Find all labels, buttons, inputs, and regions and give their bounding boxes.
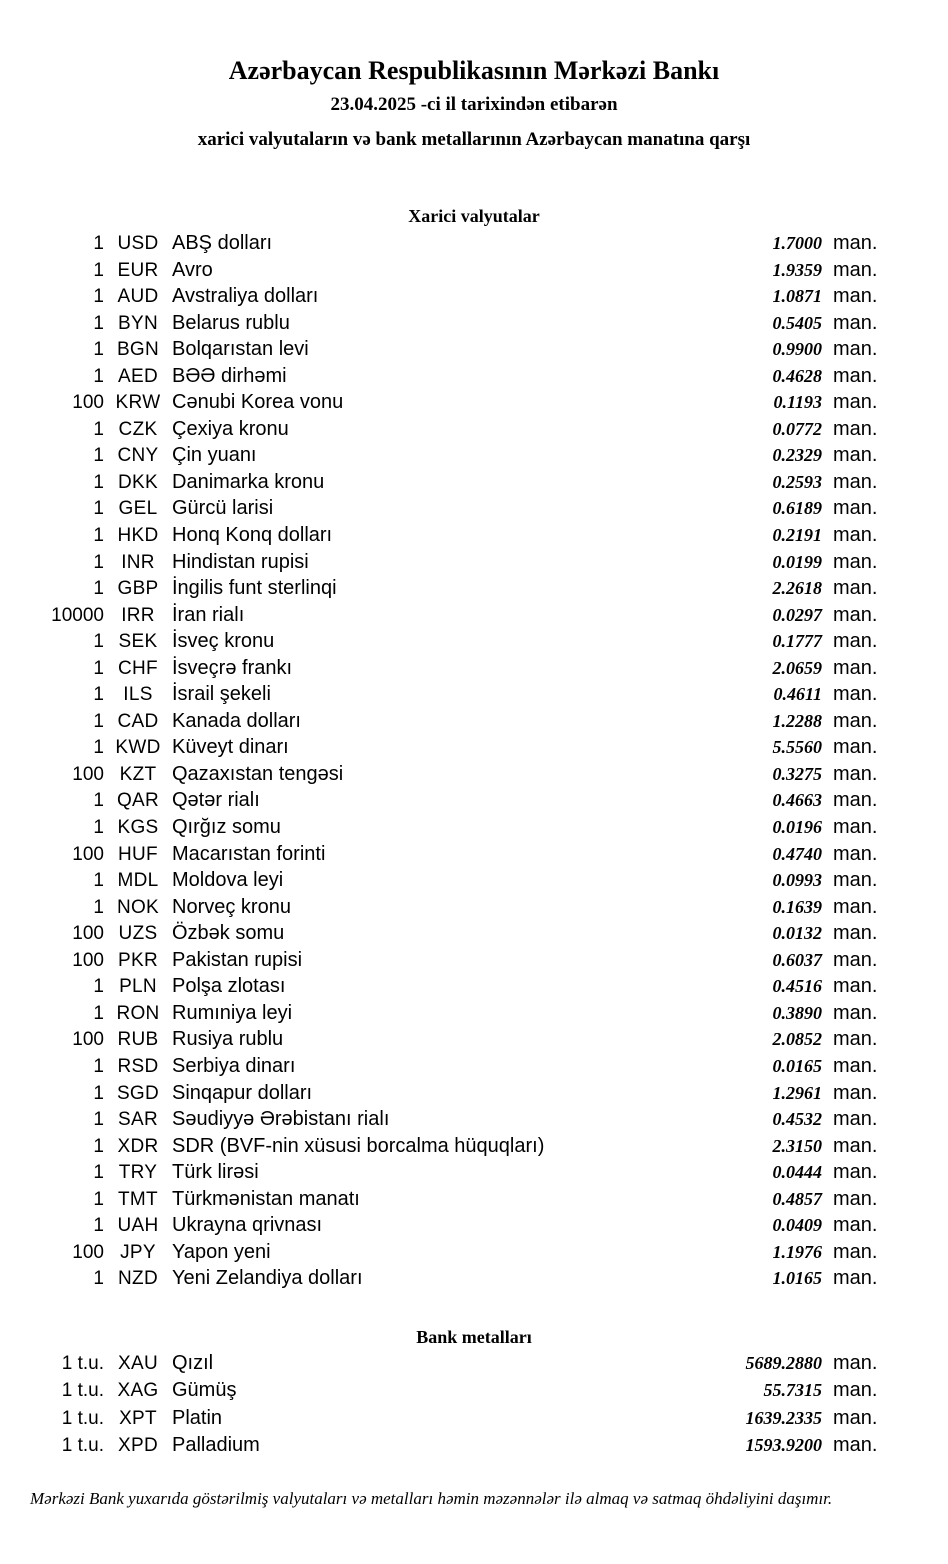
currency-unit-label: man. <box>833 1161 878 1184</box>
metal-row <box>0 1352 948 1380</box>
currency-name: Moldova leyi <box>172 869 284 892</box>
currency-quantity: 100 <box>72 763 104 785</box>
currency-unit-label: man. <box>833 683 878 706</box>
currency-row <box>0 736 948 763</box>
currency-code: UAH <box>117 1215 159 1237</box>
currency-rate: 0.4611 <box>773 684 822 705</box>
currency-code: USD <box>117 233 159 254</box>
currency-row <box>0 577 948 604</box>
currency-code: RUB <box>117 1029 159 1051</box>
currency-row <box>0 869 948 896</box>
currency-unit-label: man. <box>833 869 878 892</box>
currency-row <box>0 896 948 923</box>
currency-rate: 0.5405 <box>772 312 822 333</box>
currency-unit-label: man. <box>833 762 878 785</box>
currency-quantity: 1 <box>93 817 104 839</box>
currency-unit-label: man. <box>833 1240 878 1263</box>
currency-quantity: 100 <box>72 392 104 414</box>
currency-name: Ukrayna qrivnası <box>172 1214 323 1237</box>
metal-rate: 55.7315 <box>763 1380 822 1401</box>
metal-rate: 1593.9200 <box>745 1435 822 1456</box>
currency-quantity: 100 <box>72 1241 104 1263</box>
currency-unit-label: man. <box>833 1028 878 1051</box>
currency-row <box>0 657 948 684</box>
currency-row <box>0 1241 948 1268</box>
currency-code: SAR <box>118 1109 158 1131</box>
currency-row <box>0 1108 948 1135</box>
currency-quantity: 1 <box>93 976 104 998</box>
currency-name: Qırğız somu <box>172 816 281 839</box>
currency-rate: 0.4857 <box>772 1188 822 1209</box>
currency-name: Türkmənistan manatı <box>172 1187 360 1210</box>
currency-row <box>0 365 948 392</box>
metal-quantity: 1 t.u. <box>61 1407 104 1429</box>
currency-row <box>0 1028 948 1055</box>
currency-quantity: 1 <box>93 1135 104 1157</box>
currency-quantity: 1 <box>93 1268 104 1290</box>
currency-unit-label: man. <box>833 417 878 440</box>
currency-row <box>0 418 948 445</box>
currency-unit-label: man. <box>833 1081 878 1104</box>
currency-code: NZD <box>118 1268 158 1290</box>
effective-date-line: 23.04.2025 -ci il tarixindən etibarən <box>330 94 618 115</box>
currency-rate: 1.1976 <box>772 1241 822 1262</box>
currency-unit-label: man. <box>833 709 878 732</box>
currency-name: İsveçrə frankı <box>172 656 293 679</box>
currency-unit-label: man. <box>833 922 878 945</box>
currency-row <box>0 551 948 578</box>
currency-rate: 0.0993 <box>772 870 822 891</box>
metal-row <box>0 1434 948 1462</box>
currency-rate: 0.1193 <box>773 392 822 413</box>
page-subtitle: xarici valyutaların və bank metallarının Azərbaycan manatına qarşı <box>197 129 751 150</box>
currency-quantity: 1 <box>93 233 104 254</box>
currencies-table <box>0 232 948 1294</box>
metal-code: XAG <box>117 1380 159 1402</box>
currency-row <box>0 1082 948 1109</box>
metal-row <box>0 1407 948 1435</box>
currency-row <box>0 949 948 976</box>
currency-quantity: 1 <box>93 445 104 467</box>
currency-row <box>0 312 948 339</box>
currency-unit-label: man. <box>833 656 878 679</box>
currency-unit-label: man. <box>833 258 878 281</box>
currency-name: BƏƏ dirhəmi <box>172 364 287 387</box>
currency-code: CHF <box>118 657 158 679</box>
currency-code: JPY <box>120 1241 156 1263</box>
currency-rate: 2.2618 <box>772 578 822 599</box>
currency-unit-label: man. <box>833 1054 878 1077</box>
currency-code: INR <box>121 551 155 573</box>
metal-quantity: 1 t.u. <box>61 1380 104 1402</box>
currency-name: Hindistan rupisi <box>172 550 309 573</box>
currency-unit-label: man. <box>833 391 878 414</box>
currency-name: Belarus rublu <box>172 311 290 334</box>
currency-rate: 0.4663 <box>772 790 822 811</box>
currency-quantity: 1 <box>93 1162 104 1184</box>
currency-name: Çin yuanı <box>172 444 257 467</box>
currency-name: Küveyt dinarı <box>172 736 289 759</box>
currency-row <box>0 630 948 657</box>
currency-code: TMT <box>118 1188 158 1210</box>
currency-name: Norveç kronu <box>172 895 291 918</box>
currency-code: XDR <box>117 1135 159 1157</box>
currency-unit-label: man. <box>833 736 878 759</box>
currency-rate: 2.3150 <box>772 1135 822 1156</box>
currency-quantity: 1 <box>93 870 104 892</box>
currency-code: CNY <box>117 445 159 467</box>
currency-quantity: 1 <box>93 657 104 679</box>
currency-unit-label: man. <box>833 1134 878 1157</box>
currency-row <box>0 1002 948 1029</box>
currency-row <box>0 1267 948 1294</box>
currency-code: NOK <box>116 896 160 918</box>
metal-code: XAU <box>118 1352 158 1374</box>
currency-code: MDL <box>117 870 159 892</box>
currency-rate: 0.0196 <box>772 817 822 838</box>
currency-code: EUR <box>117 259 159 281</box>
currency-rate: 0.4532 <box>772 1109 822 1130</box>
currency-quantity: 100 <box>72 843 104 865</box>
currency-code: BYN <box>118 312 158 334</box>
currency-rate: 0.4628 <box>772 365 822 386</box>
currency-rate: 0.1777 <box>772 631 822 652</box>
currency-quantity: 1 <box>93 896 104 918</box>
metal-unit-label: man. <box>833 1379 878 1402</box>
currency-name: Özbək somu <box>172 922 285 945</box>
currency-quantity: 1 <box>93 578 104 600</box>
currency-quantity: 1 <box>93 1215 104 1237</box>
currency-code: BGN <box>116 339 160 361</box>
currency-quantity: 1 <box>93 525 104 547</box>
currency-name: Serbiya dinarı <box>172 1054 296 1077</box>
currency-name: Avstraliya dolları <box>172 285 319 308</box>
currency-rate: 2.0659 <box>772 657 822 678</box>
currency-quantity: 1 <box>93 790 104 812</box>
currency-unit-label: man. <box>833 1108 878 1131</box>
currency-rate: 1.0165 <box>772 1268 822 1289</box>
currency-code: PKR <box>118 949 158 971</box>
currency-row <box>0 497 948 524</box>
currency-code: GBP <box>117 578 159 600</box>
currency-rate: 0.0297 <box>772 604 822 625</box>
currency-code: CAD <box>117 710 159 732</box>
metal-name: Gümüş <box>172 1379 237 1402</box>
currency-quantity: 1 <box>93 1002 104 1024</box>
currency-rate: 0.0199 <box>772 551 822 572</box>
currency-rate: 1.7000 <box>772 233 822 253</box>
currency-rate: 0.6189 <box>772 498 822 519</box>
metals-table <box>0 1352 948 1462</box>
currency-code: RSD <box>117 1055 159 1077</box>
currency-rate: 0.0409 <box>772 1215 822 1236</box>
currency-code: SGD <box>116 1082 160 1104</box>
currency-code: RON <box>116 1002 160 1024</box>
page-title: Azərbaycan Respublikasının Mərkəzi Bankı <box>228 56 720 85</box>
currency-row <box>0 232 948 259</box>
currency-rate: 0.0165 <box>772 1055 822 1076</box>
currency-quantity: 1 <box>93 312 104 334</box>
metal-unit-label: man. <box>833 1406 878 1429</box>
currency-name: ABŞ dolları <box>172 232 273 254</box>
currency-quantity: 1 <box>93 1082 104 1104</box>
currency-code: IRR <box>121 604 155 626</box>
currency-unit-label: man. <box>833 975 878 998</box>
currency-quantity: 1 <box>93 471 104 493</box>
currency-row <box>0 524 948 551</box>
currency-row <box>0 975 948 1002</box>
currency-rate: 0.3890 <box>772 1002 822 1023</box>
currency-name: SDR (BVF-nin xüsusi borcalma hüquqları) <box>172 1134 545 1157</box>
currency-unit-label: man. <box>833 630 878 653</box>
currency-unit-label: man. <box>833 1187 878 1210</box>
currency-quantity: 1 <box>93 418 104 440</box>
metal-row <box>0 1379 948 1407</box>
currency-name: Pakistan rupisi <box>172 948 303 971</box>
currency-row <box>0 444 948 471</box>
currency-rate: 0.4740 <box>772 843 822 864</box>
currency-rate: 5.5560 <box>772 737 822 758</box>
metals-section-heading: Bank metalları <box>416 1326 532 1347</box>
currency-rate: 1.9359 <box>772 259 822 280</box>
currency-row <box>0 1188 948 1215</box>
currency-name: Sinqapur dolları <box>172 1081 313 1104</box>
metal-code: XPD <box>118 1435 158 1457</box>
currency-row <box>0 816 948 843</box>
currency-rate: 0.0772 <box>772 418 822 439</box>
currency-unit-label: man. <box>833 311 878 334</box>
currency-code: PLN <box>119 976 157 998</box>
currency-code: UZS <box>118 923 158 945</box>
currency-row <box>0 683 948 710</box>
currency-name: Türk lirəsi <box>172 1161 259 1184</box>
currency-name: Səudiyyə Ərəbistanı rialı <box>172 1108 390 1131</box>
currency-unit-label: man. <box>833 470 878 493</box>
currency-rate: 0.0132 <box>772 923 822 944</box>
currency-unit-label: man. <box>833 948 878 971</box>
currency-name: Qazaxıstan tengəsi <box>172 762 344 785</box>
currency-quantity: 1 <box>93 365 104 387</box>
currency-code: ILS <box>123 684 153 706</box>
currency-unit-label: man. <box>833 603 878 626</box>
currency-unit-label: man. <box>833 1267 878 1290</box>
currency-rate: 0.6037 <box>772 949 822 970</box>
currency-rate: 0.4516 <box>772 976 822 997</box>
currency-name: Danimarka kronu <box>172 470 325 493</box>
currency-unit-label: man. <box>833 338 878 361</box>
metal-code: XPT <box>119 1407 157 1429</box>
currency-code: AED <box>118 365 158 387</box>
currency-name: Polşa zlotası <box>172 975 286 998</box>
currency-unit-label: man. <box>833 1001 878 1024</box>
currency-row <box>0 285 948 312</box>
currency-row <box>0 710 948 737</box>
currency-unit-label: man. <box>833 497 878 520</box>
currency-name: İngilis funt sterlinqi <box>172 577 337 600</box>
currency-quantity: 1 <box>93 339 104 361</box>
currency-code: KGS <box>117 817 159 839</box>
currency-row <box>0 922 948 949</box>
currency-rate: 1.2961 <box>772 1082 822 1103</box>
currency-name: Qətər rialı <box>172 789 260 812</box>
currency-row <box>0 338 948 365</box>
footer-disclaimer: Mərkəzi Bank yuxarıda göstərilmiş valyutaları və metalları həmin məzənnələr ilə almaq və satmaq öhdəliyini daşımır. <box>30 1488 833 1508</box>
currency-rate: 1.2288 <box>772 710 822 731</box>
currency-unit-label: man. <box>833 364 878 387</box>
currency-rate: 0.2593 <box>772 471 822 492</box>
currency-code: SEK <box>118 631 158 653</box>
currency-rate: 0.1639 <box>772 896 822 917</box>
currency-quantity: 1 <box>93 737 104 759</box>
currency-row <box>0 789 948 816</box>
currency-row <box>0 763 948 790</box>
currency-name: Macarıstan forinti <box>172 842 326 865</box>
currency-row <box>0 471 948 498</box>
currency-code: TRY <box>118 1162 158 1184</box>
currency-code: KZT <box>119 763 157 785</box>
currencies-section-heading: Xarici valyutalar <box>408 206 540 226</box>
currency-code: HUF <box>118 843 158 865</box>
currency-code: GEL <box>118 498 158 520</box>
currency-unit-label: man. <box>833 444 878 467</box>
currency-name: Yeni Zelandiya dolları <box>172 1267 363 1290</box>
currency-quantity: 1 <box>93 498 104 520</box>
currency-quantity: 1 <box>93 551 104 573</box>
currency-code: HKD <box>117 525 159 547</box>
currency-rate: 0.9900 <box>772 339 822 360</box>
metal-name: Platin <box>172 1406 223 1429</box>
currency-rate: 0.0444 <box>772 1162 822 1183</box>
currency-rate: 0.2329 <box>772 445 822 466</box>
currency-unit-label: man. <box>833 285 878 308</box>
currency-unit-label: man. <box>833 550 878 573</box>
currency-row <box>0 843 948 870</box>
currency-row <box>0 1055 948 1082</box>
currency-name: İran rialı <box>172 603 245 626</box>
currency-code: DKK <box>118 471 158 493</box>
currency-row <box>0 1135 948 1162</box>
currency-row <box>0 259 948 286</box>
currency-code: KRW <box>115 392 161 414</box>
metal-quantity: 1 t.u. <box>61 1435 104 1457</box>
currency-quantity: 100 <box>72 949 104 971</box>
currency-rate: 1.0871 <box>772 286 822 307</box>
currency-code: KWD <box>115 737 161 759</box>
currency-code: AUD <box>117 286 159 308</box>
currency-name: Gürcü larisi <box>172 497 274 520</box>
currency-row <box>0 1161 948 1188</box>
currency-quantity: 10000 <box>51 604 104 626</box>
currency-quantity: 1 <box>93 684 104 706</box>
currency-row <box>0 604 948 631</box>
currency-name: İsrail şekeli <box>172 683 271 706</box>
currency-quantity: 100 <box>72 1029 104 1051</box>
currency-name: Rumıniya leyi <box>172 1001 293 1024</box>
currency-unit-label: man. <box>833 842 878 865</box>
currency-name: Rusiya rublu <box>172 1028 284 1051</box>
currency-quantity: 1 <box>93 1109 104 1131</box>
currency-name: Cənubi Korea vonu <box>172 391 344 414</box>
metal-name: Qızıl <box>172 1351 214 1374</box>
metal-rate: 5689.2880 <box>745 1352 822 1373</box>
currency-name: Avro <box>172 258 213 281</box>
currency-name: Bolqarıstan levi <box>172 338 309 361</box>
currency-quantity: 1 <box>93 259 104 281</box>
currency-unit-label: man. <box>833 232 878 254</box>
currency-name: İsveç kronu <box>172 630 275 653</box>
currency-row <box>0 391 948 418</box>
currency-code: QAR <box>116 790 160 812</box>
currency-unit-label: man. <box>833 1214 878 1237</box>
currency-rate: 0.2191 <box>772 525 822 546</box>
currency-quantity: 1 <box>93 1188 104 1210</box>
metal-name: Palladium <box>172 1434 260 1457</box>
metal-unit-label: man. <box>833 1434 878 1457</box>
currency-code: CZK <box>118 418 158 440</box>
currency-unit-label: man. <box>833 895 878 918</box>
currency-quantity: 1 <box>93 710 104 732</box>
metal-quantity: 1 t.u. <box>61 1352 104 1374</box>
currency-name: Çexiya kronu <box>172 417 289 440</box>
currency-quantity: 1 <box>93 631 104 653</box>
currency-row <box>0 1214 948 1241</box>
currency-unit-label: man. <box>833 524 878 547</box>
metal-rate: 1639.2335 <box>745 1407 822 1428</box>
currency-unit-label: man. <box>833 789 878 812</box>
currency-unit-label: man. <box>833 577 878 600</box>
currency-quantity: 100 <box>72 923 104 945</box>
currency-name: Kanada dolları <box>172 709 301 732</box>
currency-quantity: 1 <box>93 286 104 308</box>
currency-unit-label: man. <box>833 816 878 839</box>
currency-quantity: 1 <box>93 1055 104 1077</box>
currency-rate: 0.3275 <box>772 763 822 784</box>
metal-unit-label: man. <box>833 1351 878 1374</box>
currency-name: Yapon yeni <box>172 1240 271 1263</box>
currency-rate: 2.0852 <box>772 1029 822 1050</box>
currency-name: Honq Konq dolları <box>172 524 333 547</box>
